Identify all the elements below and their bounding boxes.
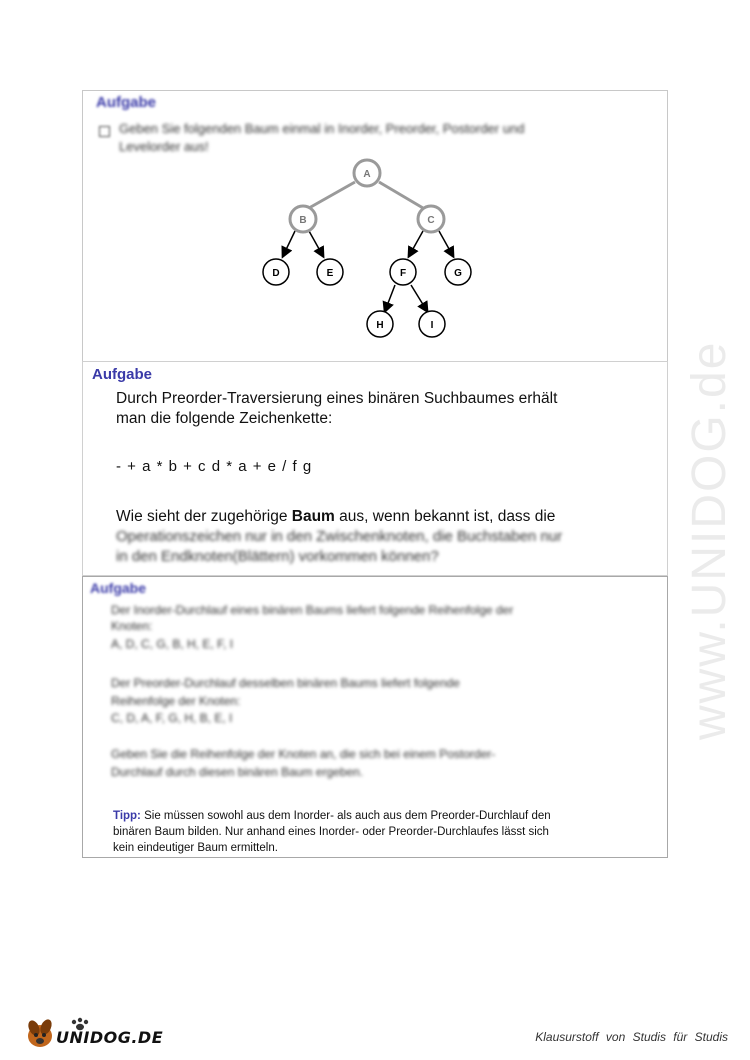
task1-text-line1: Geben Sie folgenden Baum einmal in Inorder, Preorder, Postorder und <box>119 121 525 136</box>
tree-edge-F-I <box>411 285 427 311</box>
tree-node-label-I: I <box>430 320 434 331</box>
tree-node-label-C: C <box>427 215 435 226</box>
task3-p1-line2: Knoten: <box>111 619 153 633</box>
task2-question-post: aus, wenn bekannt ist, dass die <box>334 508 556 525</box>
tree-edge-B-E <box>309 231 323 256</box>
footer-logo-text: UNIDOG.DE <box>56 1028 164 1047</box>
task2-sequence: - + a * b + c d * a + e / f g <box>116 458 312 475</box>
tree-edge-A-B <box>309 182 355 208</box>
task3-tip-line2: binären Baum bilden. Nur anhand eines Inorder- oder Preorder-Durchlaufes lässt sich <box>113 826 549 838</box>
unidog-logo <box>22 1014 172 1054</box>
footer-tagline: Klausurstoff von Studis für Studis <box>535 1030 728 1044</box>
tree-node-label-B: B <box>299 215 307 226</box>
tree-edge-B-D <box>283 231 295 256</box>
binary-tree-diagram <box>83 91 669 363</box>
task2-question-line <box>116 507 555 526</box>
task3-p2-line1: Der Preorder-Durchlauf desselben binären Baums liefert folgende <box>111 676 460 690</box>
task1-heading: Aufgabe <box>96 94 156 111</box>
task3-p1-line1: Der Inorder-Durchlauf eines binären Baums liefert folgende Reihenfolge der <box>111 603 514 617</box>
task1-text-line2: Levelorder aus! <box>119 139 209 154</box>
task3-p2-line2: Reihenfolge der Knoten: <box>111 694 241 708</box>
tree-edge-F-H <box>385 285 395 311</box>
tree-node-label-H: H <box>376 320 384 331</box>
tree-node-label-G: G <box>454 268 462 279</box>
tree-node-label-A: A <box>363 169 371 180</box>
tree-node-label-D: D <box>272 268 280 279</box>
task3-tip-text1: Sie müssen sowohl aus dem Inorder- als auch aus dem Preorder-Durchlauf den <box>140 810 551 822</box>
tree-node-label-E: E <box>326 268 334 279</box>
task3-p3-line1: Geben Sie die Reihenfolge der Knoten an, die sich bei einem Postorder- <box>111 747 496 761</box>
task2-line4: Operationszeichen nur in den Zwischenknoten, die Buchstaben nur <box>116 528 563 545</box>
task2-line1: Durch Preorder-Traversierung eines binären Suchbaumes erhält <box>116 390 558 407</box>
task3-p3-line2: Durchlauf durch diesen binären Baum ergeben. <box>111 765 364 779</box>
task2-question-pre: Wie sieht der zugehörige <box>116 508 292 525</box>
watermark-text: www.UNIDOG.de <box>683 340 736 740</box>
tree-edge-C-F <box>409 231 423 256</box>
task2-line5: in den Endknoten(Blättern) vorkommen können? <box>116 548 439 565</box>
task3-tip-label: Tipp: <box>113 810 141 822</box>
task2-heading: Aufgabe <box>92 366 152 383</box>
tree-node-label-F: F <box>399 268 407 279</box>
task3-tip-line3: kein eindeutiger Baum ermitteln. <box>113 842 278 854</box>
task1-card <box>82 90 668 362</box>
task2-question-bold: Baum <box>291 508 335 525</box>
task3-heading: Aufgabe <box>90 580 146 596</box>
task2-line2: man die folgende Zeichenkette: <box>116 410 333 427</box>
task3-card <box>82 576 668 858</box>
task2-card <box>82 361 668 576</box>
task3-tip-line1 <box>113 809 551 823</box>
tree-edge-C-G <box>439 231 453 256</box>
task3-p2-line3: C, D, A, F, G, H, B, E, I <box>111 711 233 725</box>
tree-edge-A-C <box>379 182 423 208</box>
task3-p1-line3: A, D, C, G, B, H, E, F, I <box>111 637 234 651</box>
